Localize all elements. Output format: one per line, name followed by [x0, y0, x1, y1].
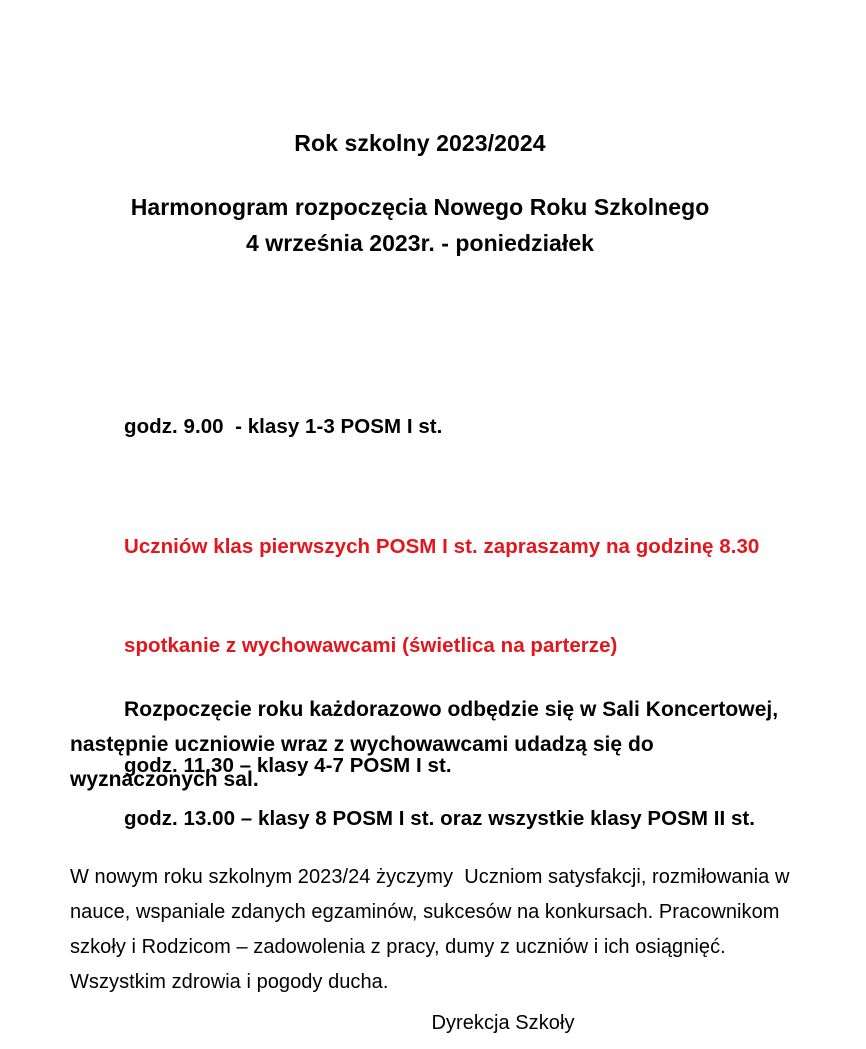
page-subtitle-line-2: 4 września 2023r. - poniedziałek	[245, 230, 595, 256]
schedule-highlight-line-1: Uczniów klas pierwszych POSM I st. zapraszamy na godzinę 8.30	[124, 535, 760, 558]
schedule-highlight-note	[124, 464, 824, 728]
venue-note-paragraph: Rozpoczęcie roku każdorazowo odbędzie się w Sali Koncertowej, następnie uczniowie wraz z wychowawcami udadzą się do wyznaczonych sal.	[70, 698, 779, 791]
schedule-entry-0900: godz. 9.00 - klasy 1-3 POSM I st.	[124, 415, 443, 438]
closing-wishes-paragraph: W nowym roku szkolnym 2023/24 życzymy Uczniom satysfakcji, rozmiłowania w nauce, wspaniale zdanych egzaminów, sukcesów na konkursach. Pracownikom szkoły i Rodzicom – zadowolenia z pracy, dumy z uczniów i ich osiągnięć. Wszystkim zdrowia i pogody ducha.	[70, 866, 796, 993]
page-subtitle	[0, 158, 840, 261]
document-heading	[0, 128, 840, 261]
signature: Dyrekcja Szkoły	[431, 1012, 575, 1034]
schedule-entry-1130: godz. 11.30 – klasy 4-7 POSM I st.	[124, 754, 452, 777]
schedule-entry-1300: godz. 13.00 – klasy 8 POSM I st. oraz wszystkie klasy POSM II st.	[124, 807, 756, 830]
schedule-highlight-line-2: spotkanie z wychowawcami (świetlica na parterze)	[124, 634, 618, 657]
page-subtitle-line-1: Harmonogram rozpoczęcia Nowego Roku Szkolnego	[130, 194, 710, 220]
page-title: Rok szkolny 2023/2024	[294, 130, 546, 156]
